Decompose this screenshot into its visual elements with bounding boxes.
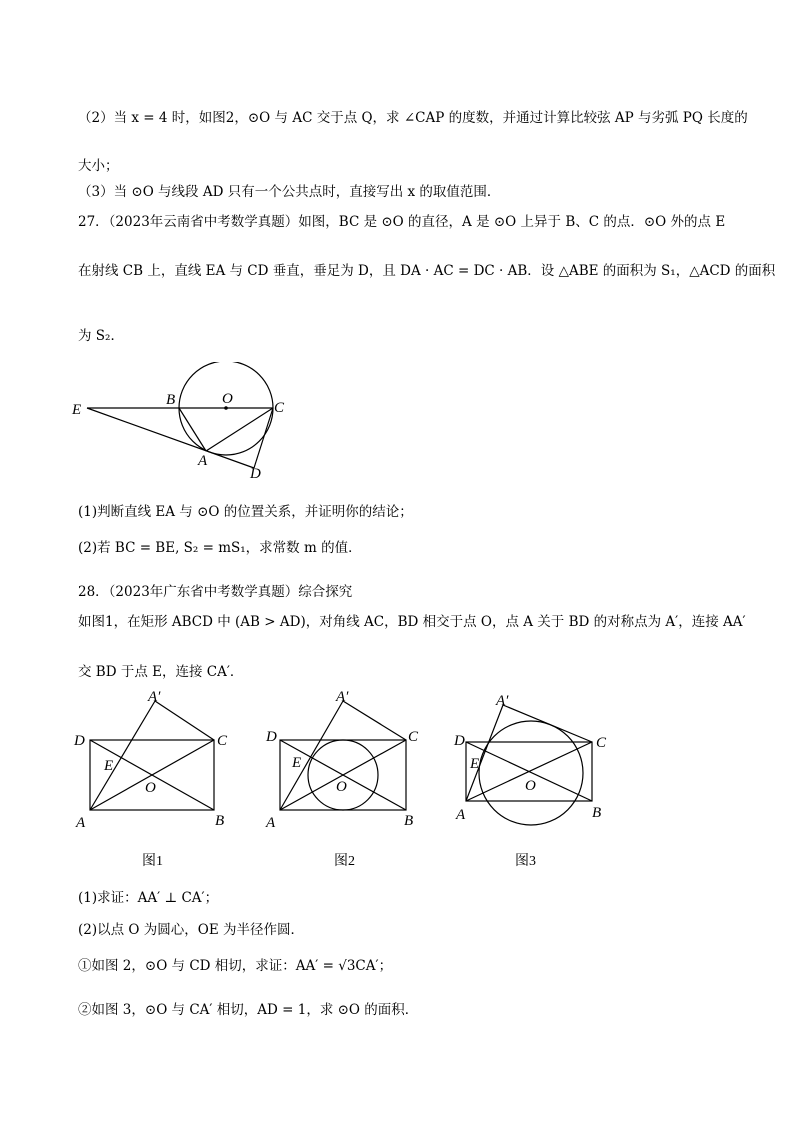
- label-o: O: [145, 780, 156, 796]
- q26-part2-line1: （2）当 x = 4 时，如图2，⊙O 与 AC 交于点 Q，求 ∠CAP 的度数，并通过计算比较弦 AP 与劣弧 PQ 长度的: [78, 110, 748, 126]
- label-o: O: [222, 391, 233, 407]
- label-d: D: [74, 733, 85, 749]
- label-ap: A′: [336, 689, 349, 705]
- q28-figure-2: [262, 685, 432, 830]
- label-d: D: [266, 729, 277, 745]
- label-b: B: [404, 813, 414, 829]
- q28-title: 28．（2023年广东省中考数学真题）综合探究: [78, 584, 353, 600]
- q27-part1: (1)判断直线 EA 与 ⊙O 的位置关系，并证明你的结论；: [78, 504, 413, 520]
- q27-line2: 在射线 CB 上，直线 EA 与 CD 垂直，垂足为 D，且 DA · AC = DC · AB．设 △ABE 的面积为 S₁，△ACD 的面积: [78, 263, 776, 279]
- label-o: O: [525, 778, 536, 794]
- q27-figure: [60, 362, 310, 482]
- label-c: C: [408, 729, 419, 745]
- label-e: E: [104, 758, 114, 774]
- line-ca: [155, 701, 214, 740]
- label-ap: A′: [496, 693, 509, 709]
- q27-part2: (2)若 BC = BE, S₂ = mS₁，求常数 m 的值．: [78, 540, 362, 556]
- q28-part2: (2)以点 O 为圆心，OE 为半径作圆．: [78, 922, 304, 938]
- label-o: O: [336, 779, 347, 795]
- label-a: A: [456, 807, 466, 823]
- label-e: E: [72, 402, 82, 418]
- q28-line3: 交 BD 于点 E，连接 CA′．: [78, 664, 244, 680]
- label-d: D: [250, 466, 261, 482]
- q27-title: 27．（2023年云南省中考数学真题）如图，BC 是 ⊙O 的直径，A 是 ⊙O 上异于 B、C 的点．⊙O 外的点 E: [78, 214, 726, 230]
- caption-fig2: 图2: [334, 854, 355, 869]
- q26-part3: （3）当 ⊙O 与线段 AD 只有一个公共点时，直接写出 x 的取值范围．: [78, 184, 501, 200]
- label-e: E: [470, 756, 480, 772]
- line-ac: [206, 408, 273, 451]
- q28-line2: 如图1，在矩形 ABCD 中 (AB > AD)，对角线 AC，BD 相交于点 O，点 A 关于 BD 的对称点为 A′，连接 AA′: [78, 614, 746, 630]
- label-c: C: [274, 400, 285, 416]
- label-d: D: [454, 733, 465, 749]
- caption-fig1: 图1: [142, 854, 163, 869]
- label-e: E: [292, 755, 302, 771]
- line-aa: [280, 701, 343, 810]
- label-ap: A′: [148, 689, 161, 705]
- q28-figure-3: [452, 685, 622, 830]
- q28-part2-1: ①如图 2，⊙O 与 CD 相切，求证：AA′ = √3CA′；: [78, 958, 393, 974]
- q28-part1: (1)求证：AA′ ⊥ CA′；: [78, 890, 219, 906]
- label-a: A: [266, 815, 276, 830]
- label-c: C: [217, 733, 228, 749]
- q28-part2-2: ②如图 3，⊙O 与 CA′ 相切，AD = 1，求 ⊙O 的面积．: [78, 1002, 419, 1018]
- label-b: B: [166, 392, 176, 408]
- label-a: A: [76, 815, 86, 830]
- line-ed: [87, 408, 254, 468]
- q27-line3: 为 S₂．: [78, 328, 124, 344]
- caption-fig3: 图3: [515, 854, 536, 869]
- q28-figure-1: [70, 685, 240, 830]
- line-ba: [179, 408, 206, 451]
- line-cd: [254, 408, 273, 468]
- line-ca: [343, 701, 406, 740]
- q26-part2-line2: 大小；: [78, 158, 119, 174]
- label-a: A: [198, 453, 208, 469]
- label-c: C: [596, 735, 607, 751]
- label-b: B: [592, 805, 602, 821]
- label-b: B: [215, 813, 225, 829]
